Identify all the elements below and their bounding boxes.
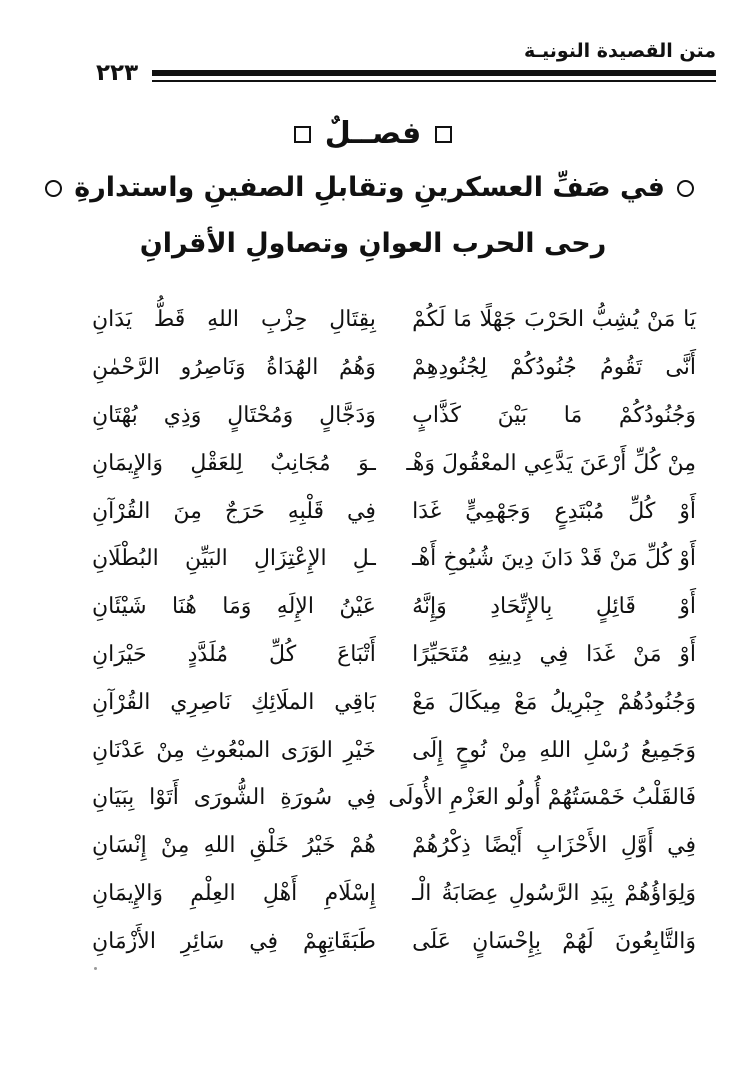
verse-first-hemistich: أَوْ كُلِّ مُبْتَدِعٍ وَجَهْمِيٍّ غَدَا [412,498,696,524]
square-ornament-icon [435,126,452,143]
verse-second-hemistich: إِسْلَامِ أَهْلِ العِلْمِ وَالإِيمَانِ [92,880,376,906]
header-rule-thin [152,80,716,82]
section-heading [0,116,746,151]
verse-line [92,344,696,392]
verse-line [92,870,696,918]
verse-line [92,487,696,535]
verse-second-hemistich: بَاقِي الملَائِكِ نَاصِرِي القُرْآنِ [92,689,376,715]
circle-ornament-icon [677,180,694,197]
verse-line [92,535,696,583]
subtitle-line-1 [40,172,706,203]
verse-first-hemistich: وَجُنُودُهُمْ جِبْرِيلُ مَعْ مِيكَالَ مَعْ [412,689,696,715]
print-speck [94,967,97,970]
verse-first-hemistich: فِي أَوَّلِ الأَحْزَابِ أَيْضًا ذِكْرُهُمْ [412,833,696,859]
running-title: متن القصيدة النونيـة [523,40,716,62]
subtitle-line-2: رحى الحرب العوانِ وتصاولِ الأقرانِ [139,228,607,259]
verse-second-hemistich: طَبَقَاتِهِمْ فِي سَائِرِ الأَزْمَانِ [92,928,376,954]
verse-line [92,296,696,344]
verse-second-hemistich: ـلِ الإِعْتِزَالِ البَيِّنِ البُطْلَانِ [92,546,376,572]
verse-line [92,583,696,631]
verse-line [92,774,696,822]
verse-second-hemistich: هُمْ خَيْرُ خَلْقِ اللهِ مِنْ إِنْسَانِ [92,833,376,859]
page-number: ٢٢٣ [96,60,139,86]
verse-first-hemistich: فَالقَلْبُ خَمْسَتُهُمْ أُولُو العَزْمِ الأُولَى [388,785,696,811]
verse-first-hemistich: أَوْ قَائِلٍ بِالإِتِّحَادِ وَإِنَّهُ [412,594,696,620]
verse-line [92,439,696,487]
square-ornament-icon [294,126,311,143]
verse-first-hemistich: أَوْ كُلِّ مَنْ قَدْ دَانَ دِينَ شُيُوخِ أَهْـ [412,546,696,572]
verse-first-hemistich: أَوْ مَنْ غَدَا فِي دِينِهِ مُتَحَيِّرًا [412,641,696,667]
verse-second-hemistich: وَهُمُ الهُدَاةُ وَنَاصِرُو الرَّحْمٰنِ [92,355,376,381]
section-heading-text: فصــلٌ [324,116,422,151]
verse-second-hemistich: ـوَ مُجَانِبٌ لِلعَقْلِ وَالإِيمَانِ [92,450,376,476]
subtitle-line-1-text: في صَفِّ العسكرينِ وتقابلِ الصفينِ واستدارةِ [74,172,665,203]
verse-line [92,631,696,679]
verse-line [92,678,696,726]
verse-line [92,392,696,440]
poem-verses [92,296,696,965]
verse-first-hemistich: يَا مَنْ يُشِبُّ الحَرْبَ جَهْلًا مَا لَكُمْ [412,307,696,333]
verse-first-hemistich: وَجُنُودُكُمْ مَا بَيْنَ كَذَّابٍ [412,402,696,428]
verse-second-hemistich: فِي سُورَةِ الشُّورَى أَتَوْا بِبَيَانِ [92,785,376,811]
verse-second-hemistich: عَيْنُ الإِلَهِ وَمَا هُنَا شَيْئَانِ [92,594,376,620]
verse-second-hemistich: أَتْبَاعَ كُلِّ مُلَدَّدٍ حَيْرَانِ [92,641,376,667]
verse-second-hemistich: بِقِتَالِ حِزْبِ اللهِ قَطُّ يَدَانِ [92,307,376,333]
circle-ornament-icon [45,180,62,197]
verse-line [92,726,696,774]
verse-line [92,917,696,965]
verse-first-hemistich: مِنْ كُلِّ أَرْعَنَ يَدَّعِي المعْقُولَ وَهْـ [406,450,696,476]
header-rule [152,70,716,84]
verse-first-hemistich: وَلِوَاؤُهُمْ بِيَدِ الرَّسُولِ عِصَابَةُ الْـ [412,880,696,906]
verse-second-hemistich: فِي قَلْبِهِ حَرَجٌ مِنَ القُرْآنِ [92,498,376,524]
header-rule-thick [152,70,716,76]
verse-second-hemistich: وَدَجَّالٍ وَمُحْتَالٍ وَذِي بُهْتَانِ [92,402,376,428]
verse-line [92,822,696,870]
verse-first-hemistich: أَنَّى تَقُومُ جُنُودُكُمْ لِجُنُودِهِمْ [412,355,696,381]
verse-first-hemistich: وَالتَّابِعُونَ لَهُمْ بِإِحْسَانٍ عَلَى [412,928,696,954]
verse-first-hemistich: وَجَمِيعُ رُسْلِ اللهِ مِنْ نُوحٍ إِلَى [412,737,696,763]
verse-second-hemistich: خَيْرِ الوَرَى المبْعُوثِ مِنْ عَدْنَانِ [92,737,376,763]
